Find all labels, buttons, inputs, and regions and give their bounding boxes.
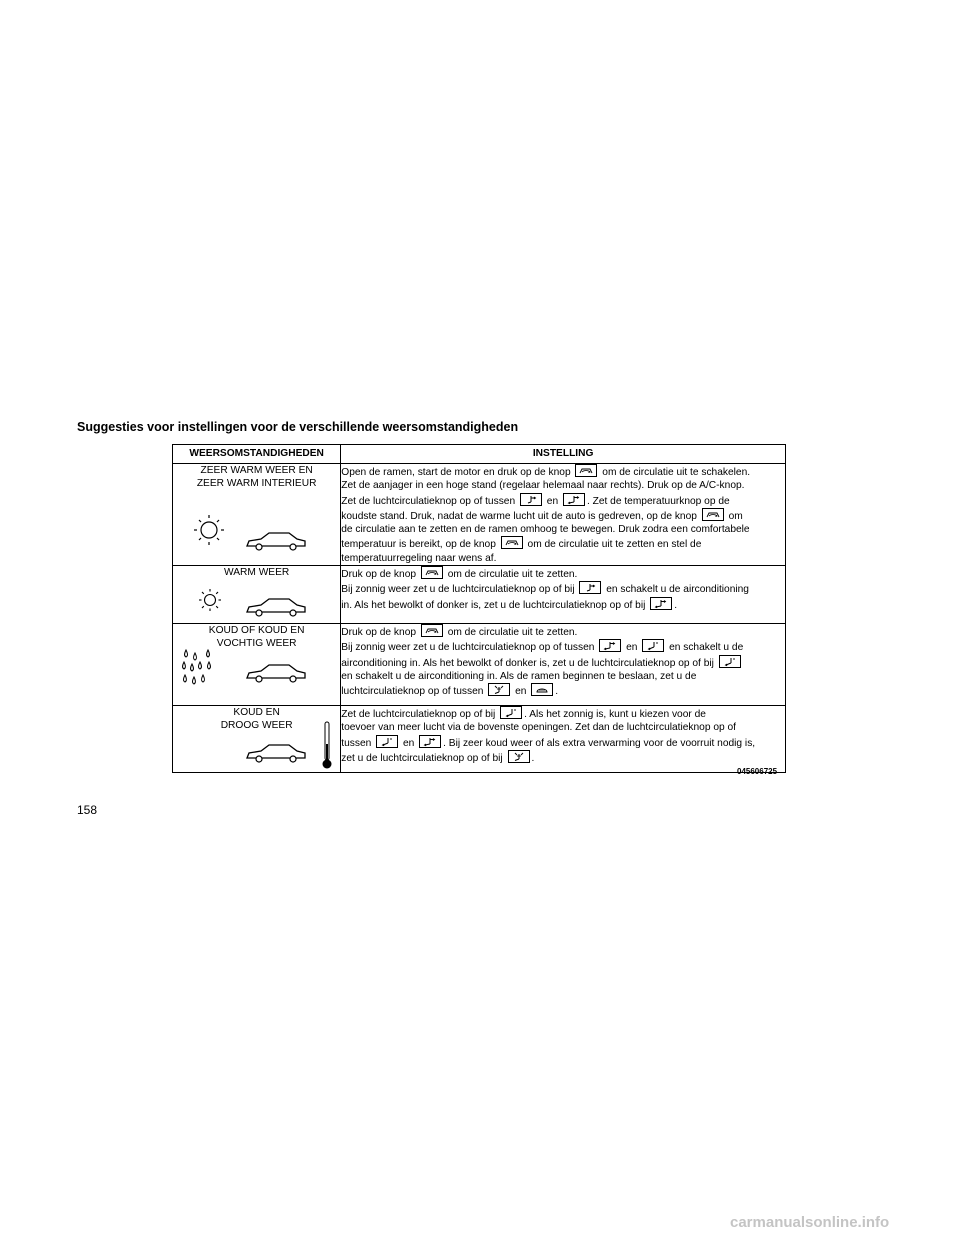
setting-line: Druk op de knop om de circulatie uit te zetten. xyxy=(341,624,785,639)
setting-line: toevoer van meer lucht via de bovenste openingen. Zet dan de luchtcirculatieknop op of xyxy=(341,722,737,734)
setting-line: Zet de luchtcirculatieknop op of tussen en . Zet de temperatuurknop op de xyxy=(341,493,785,508)
setting-line: Zet de aanjager in een hoge stand (regelaar helemaal naar rechts). Druk op de A/C-knop. xyxy=(341,480,745,492)
car-icon xyxy=(245,742,307,764)
thermometer-icon xyxy=(321,720,333,770)
bilevel-mode-icon xyxy=(419,735,441,748)
condition-label: ZEER WARM WEER EN xyxy=(200,465,313,476)
setting-line: in. Als het bewolkt of donker is, zet u de luchtcirculatieknop op of bij . xyxy=(341,597,785,612)
car-icon xyxy=(245,662,307,684)
floor-mode-icon xyxy=(376,735,398,748)
table-row xyxy=(173,624,786,706)
page-heading: Suggesties voor instellingen voor de verschillende weersomstandigheden xyxy=(77,420,519,434)
recirculation-button-icon xyxy=(702,508,724,521)
recirculation-button-icon xyxy=(501,536,523,549)
car-icon xyxy=(245,596,307,618)
setting-line: Open de ramen, start de motor en druk op de knop om de circulatie uit te schakelen. xyxy=(341,464,785,479)
setting-line: Bij zonnig weer zet u de luchtcirculatieknop op of tussen en en schakelt u de xyxy=(341,639,785,654)
sun-icon xyxy=(195,586,225,612)
sun-icon xyxy=(187,512,231,546)
setting-line: temperatuur is bereikt, op de knop om de circulatie uit te zetten en stel de xyxy=(341,536,785,551)
setting-line: Druk op de knop om de circulatie uit te zetten. xyxy=(341,566,785,581)
condition-label: KOUD EN xyxy=(233,707,280,719)
table-row xyxy=(173,566,786,624)
watermark: carmanualsonline.info xyxy=(730,1214,890,1231)
recirculation-button-icon xyxy=(421,566,443,579)
floor-mode-icon xyxy=(642,639,664,652)
setting-line: Bij zonnig weer zet u de luchtcirculatieknop op of bij en schakelt u de airconditioning xyxy=(341,581,785,596)
page-number: 158 xyxy=(77,803,98,817)
mix-mode-icon xyxy=(488,683,510,696)
setting-line: temperatuurregeling naar wens af. xyxy=(341,552,497,564)
setting-line: zet u de luchtcirculatieknop op of bij . xyxy=(341,750,785,765)
setting-cell xyxy=(341,624,786,706)
figure-code: 045606725 xyxy=(737,767,778,776)
condition-label: DROOG WEER xyxy=(220,720,293,732)
table-row xyxy=(173,464,786,566)
recirculation-button-icon xyxy=(575,464,597,477)
panel-mode-icon xyxy=(520,493,542,506)
condition-cell xyxy=(173,464,341,566)
setting-cell xyxy=(341,464,786,566)
bilevel-mode-icon xyxy=(563,493,585,506)
table-row xyxy=(173,706,786,773)
setting-line: koudste stand. Druk, nadat de warme lucht uit de auto is gedreven, op de knop om xyxy=(341,508,785,523)
mix-mode-icon xyxy=(508,750,530,763)
condition-cell xyxy=(173,566,341,624)
condition-label: ZEER WARM INTERIEUR xyxy=(196,478,317,490)
column-header-setting: INSTELLING xyxy=(341,445,786,464)
setting-line: luchtcirculatieknop op of tussen en . xyxy=(341,683,785,698)
condition-cell xyxy=(173,624,341,706)
defrost-mode-icon xyxy=(531,683,553,696)
condition-label: KOUD OF KOUD EN xyxy=(208,625,305,637)
setting-cell xyxy=(341,566,786,624)
setting-line: en schakelt u de airconditioning in. Als de ramen beginnen te beslaan, zet u de xyxy=(341,670,697,682)
condition-cell xyxy=(173,706,341,773)
setting-line: de circulatie aan te zetten en de ramen omhoog te bewegen. Druk zodra een comfortabele xyxy=(341,524,750,536)
setting-cell xyxy=(341,706,786,773)
car-icon xyxy=(245,530,307,552)
setting-line: airconditioning in. Als het bewolkt of donker is, zet u de luchtcirculatieknop op of bij xyxy=(341,655,785,670)
raindrops-icon xyxy=(181,648,217,688)
panel-mode-icon xyxy=(579,581,601,594)
setting-line: Zet de luchtcirculatieknop op of bij . Als het zonnig is, kunt u kiezen voor de xyxy=(341,706,785,721)
bilevel-mode-icon xyxy=(650,597,672,610)
column-header-conditions: WEERSOMSTANDIGHEDEN xyxy=(173,445,341,464)
table-header-row xyxy=(173,445,786,464)
floor-mode-icon xyxy=(500,706,522,719)
setting-line: tussen en . Bij zeer koud weer of als extra verwarming voor de voorruit nodig is, xyxy=(341,735,785,750)
floor-mode-icon xyxy=(719,655,741,668)
condition-label: WARM WEER xyxy=(223,567,290,579)
bilevel-mode-icon xyxy=(599,639,621,652)
condition-label: VOCHTIG WEER xyxy=(216,638,297,650)
settings-table xyxy=(172,444,786,773)
recirculation-button-icon xyxy=(421,624,443,637)
